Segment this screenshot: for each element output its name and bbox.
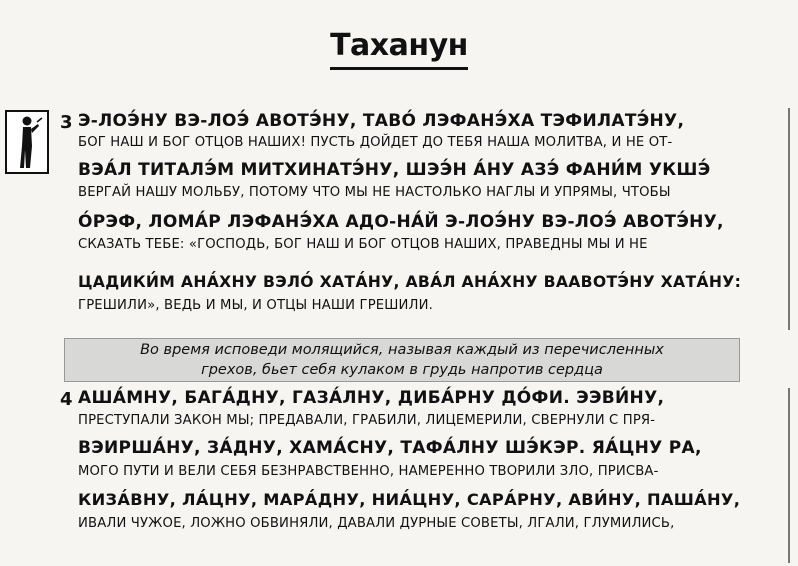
- paragraph-number: 4: [60, 389, 73, 410]
- instruction-note-line: Во время исповеди молящийся, называя каждый из перечисленных: [140, 342, 664, 358]
- translation-line: БОГ НАШ И БОГ ОТЦОВ НАШИХ! ПУСТЬ ДОЙДЕТ ДО ТЕБЯ НАША МОЛИТВА, И НЕ ОТ-: [78, 135, 673, 150]
- instruction-note-line: грехов, бьет себя кулаком в грудь напротив сердца: [201, 362, 603, 378]
- transliteration-line: КИЗА́ВНУ, ЛА́ЦНУ, МАРА́ДНУ, НИА́ЦНУ, САРА́РНУ, АВИ́НУ, ПАША́НУ,: [78, 490, 741, 509]
- translation-line: ПРЕСТУПАЛИ ЗАКОН МЫ; ПРЕДАВАЛИ, ГРАБИЛИ, ЛИЦЕМЕРИЛИ, СВЕРНУЛИ С ПРЯ-: [78, 413, 656, 428]
- paragraph-number: 3: [60, 112, 73, 133]
- margin-rule: [788, 108, 790, 330]
- transliteration-line: АША́МНУ, БАГА́ДНУ, ГАЗА́ЛНУ, ДИБА́РНУ ДО́ФИ. ЭЭВИ́НУ,: [78, 388, 665, 408]
- translation-line: ВЕРГАЙ НАШУ МОЛЬБУ, ПОТОМУ ЧТО МЫ НЕ НАСТОЛЬКО НАГЛЫ И УПРЯМЫ, ЧТОБЫ: [78, 185, 671, 200]
- transliteration-line: ВЭА́Л ТИТАЛЭ́М МИТХИНАТЭ́НУ, ШЭЭ́Н А́НУ АЗЭ́ ФАНИ́М УКШЭ́: [78, 160, 711, 180]
- margin-rule-2: [788, 388, 790, 563]
- page-header: [0, 28, 798, 70]
- translation-line: ИВАЛИ ЧУЖОЕ, ЛОЖНО ОБВИНЯЛИ, ДАВАЛИ ДУРНЫЕ СОВЕТЫ, ЛГАЛИ, ГЛУМИЛИСЬ,: [78, 516, 675, 531]
- instruction-note: [64, 338, 740, 382]
- translation-line: МОГО ПУТИ И ВЕЛИ СЕБЯ БЕЗНРАВСТВЕННО, НАМЕРЕННО ТВОРИЛИ ЗЛО, ПРИСВА-: [78, 464, 659, 479]
- translation-line: СКАЗАТЬ ТЕБЕ: «ГОСПОДЬ, БОГ НАШ И БОГ ОТЦОВ НАШИХ, ПРАВЕДНЫ МЫ И НЕ: [78, 237, 648, 252]
- transliteration-line: ВЭИРША́НУ, ЗА́ДНУ, ХАМА́СНУ, ТАФА́ЛНУ ШЭ́КЭР. ЯА́ЦНУ РА,: [78, 438, 702, 458]
- page-title: Таханун: [330, 28, 468, 70]
- transliteration-line: Э-ЛОЭ́НУ ВЭ-ЛОЭ́ АВОТЭ́НУ, ТАВО́ ЛЭФАНЭ́ХА ТЭФИЛАТЭ́НУ,: [78, 111, 685, 131]
- transliteration-line: О́РЭФ, ЛОМА́Р ЛЭФАНЭ́ХА АДО-НА́Й Э-ЛОЭ́НУ ВЭ-ЛОЭ́ АВОТЭ́НУ,: [78, 212, 724, 232]
- transliteration-line: ЦАДИКИ́М АНА́ХНУ ВЭЛО́ ХАТА́НУ, АВА́Л АНА́ХНУ ВААВОТЭ́НУ ХАТА́НУ:: [78, 272, 742, 291]
- translation-line: ГРЕШИЛИ», ВЕДЬ И МЫ, И ОТЦЫ НАШИ ГРЕШИЛИ.: [78, 298, 433, 313]
- standing-person-icon: [5, 110, 49, 174]
